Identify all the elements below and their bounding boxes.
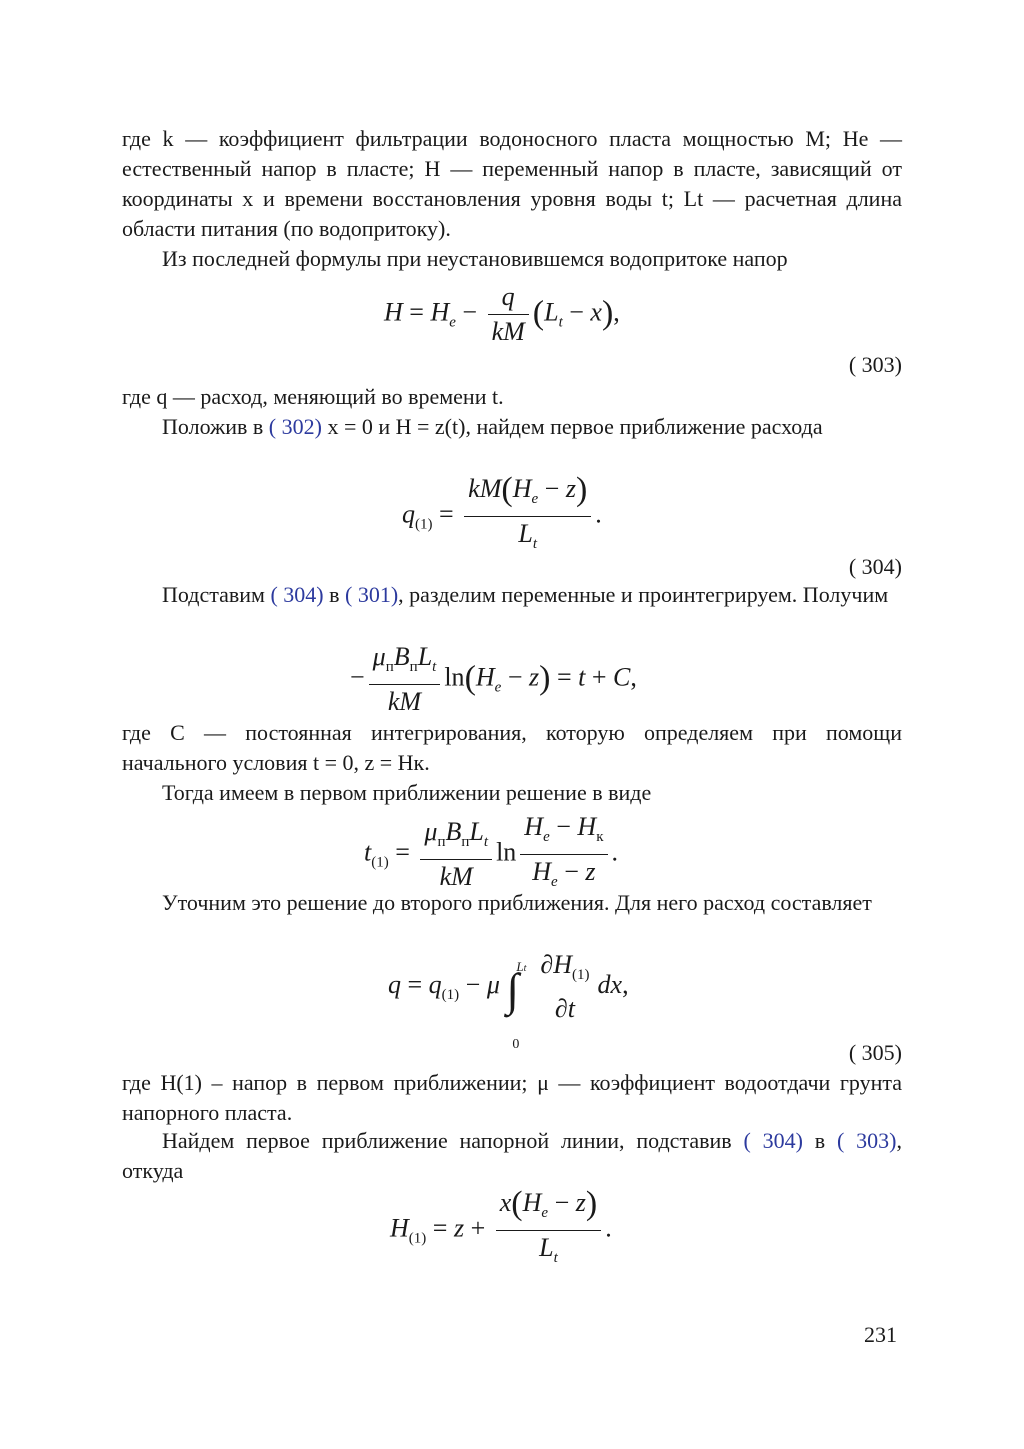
fraction-mu-B-L-over-kM-2: $\frac{\mu_пB_пL_t}{kM}$ xyxy=(420,815,492,894)
paragraph-constant-text: где C — постоянная интегрирования, которую определяем при помощи начального условия t = 0, z = Hк. xyxy=(122,720,902,775)
paragraph-pressure-line xyxy=(122,1126,902,1186)
fraction-x-He-z-over-Lt: $\frac{x(H_e - z)}{L_t}$ xyxy=(496,1186,601,1275)
equation-integrated: − $\frac{\mu_пB_пL_t}{kM}$ $\ln(H_e - z) = t + C$, xyxy=(350,640,637,719)
equation-number-303: ( 303) xyxy=(848,352,902,377)
text-segment: Положив в xyxy=(162,414,269,439)
equation-number-305: ( 305) xyxy=(848,1040,902,1065)
paragraph-q-definition-text: где q — расход, меняющий во времени t. xyxy=(122,384,504,409)
equation-t1: $t_{(1)}$ = $\frac{\mu_пB_пL_t}{kM}$ ln $\frac{H_e - H_к}{H_e - z}$ . xyxy=(364,810,618,899)
fraction-q-over-kM: $\frac{q}{kM}$ xyxy=(488,280,529,349)
equation-number-304: ( 304) xyxy=(848,554,902,579)
text-segment: Найдем первое приближение напорной линии, подставив xyxy=(162,1128,744,1153)
paragraph-second-approx xyxy=(122,888,902,918)
text-segment: x = 0 и H = z(t), найдем первое приближение расхода xyxy=(321,414,823,439)
paragraph-h1-definition xyxy=(122,1068,902,1128)
paragraph-solution-intro-text: Тогда имеем в первом приближении решение в виде xyxy=(162,780,652,805)
reference-link-304-b[interactable]: ( 304) xyxy=(743,1128,803,1153)
paragraph-solution-intro xyxy=(122,778,902,808)
paragraph-definitions-text: где k — коэффициент фильтрации водоносного пласта мощностью M; He — естественный напор в пласте; H — переменный напор в пласте, зависящий от координаты x и времени восстановления уровня воды t; Lt — расчетная длина области питания (по водопритоку). xyxy=(122,126,902,241)
equation-h1: $H_{(1)} = z$ + $\frac{x(H_e - z)}{L_t}$ . xyxy=(390,1186,612,1275)
text-segment: , разделим переменные и проинтегрируем. Получим xyxy=(398,582,889,607)
fraction-dH-over-dt: $\partial H_{(1)}$ ∂t xyxy=(540,950,590,1023)
equation-304: $q_{(1)}$ = $\frac{kM(H_e - z)}{L_t}$ . xyxy=(402,472,602,561)
text-segment: в xyxy=(323,582,345,607)
reference-link-303[interactable]: ( 303) xyxy=(837,1128,897,1153)
fraction-kM-He-z-over-Lt: $\frac{kM(H_e - z)}{L_t}$ xyxy=(464,472,591,561)
paragraph-first-approx xyxy=(122,412,902,442)
equation-303: $H = H_e$ − $\frac{q}{kM}$ $(L_t - x)$, xyxy=(384,280,620,349)
reference-link-302[interactable]: ( 302) xyxy=(268,414,322,439)
fraction-He-Hk-over-He-z: $\frac{H_e - H_к}{H_e - z}$ xyxy=(520,810,607,899)
paragraph-definitions xyxy=(122,124,902,244)
text-segment: в xyxy=(802,1128,838,1153)
paragraph-intro-formula xyxy=(122,244,902,274)
paragraph-second-approx-text: Уточним это решение до второго приближения. Для него расход составляет xyxy=(162,890,872,915)
reference-link-304[interactable]: ( 304) xyxy=(270,582,324,607)
integral-sign: ∫ Lt 0 xyxy=(506,958,527,1052)
page-number: 231 xyxy=(864,1322,897,1347)
paragraph-intro-formula-text: Из последней формулы при неустановившемся водопритоке напор xyxy=(162,246,788,271)
text-segment: , откуда xyxy=(122,1128,902,1183)
paragraph-q-definition xyxy=(122,382,902,412)
text-segment: Подставим xyxy=(162,582,271,607)
reference-link-301[interactable]: ( 301) xyxy=(345,582,399,607)
equation-305: $q = q_{(1)} - \mu$ ∫ Lt 0 $\partial H_{(1)}$ ∂t dx, xyxy=(388,950,629,1052)
paragraph-constant xyxy=(122,718,902,778)
fraction-mu-B-L-over-kM: $\frac{\mu_пB_пL_t}{kM}$ xyxy=(369,640,441,719)
paragraph-h1-definition-text: где H(1) – напор в первом приближении; μ — коэффициент водоотдачи грунта напорного пласта. xyxy=(122,1070,902,1125)
paragraph-substitute xyxy=(122,580,902,610)
